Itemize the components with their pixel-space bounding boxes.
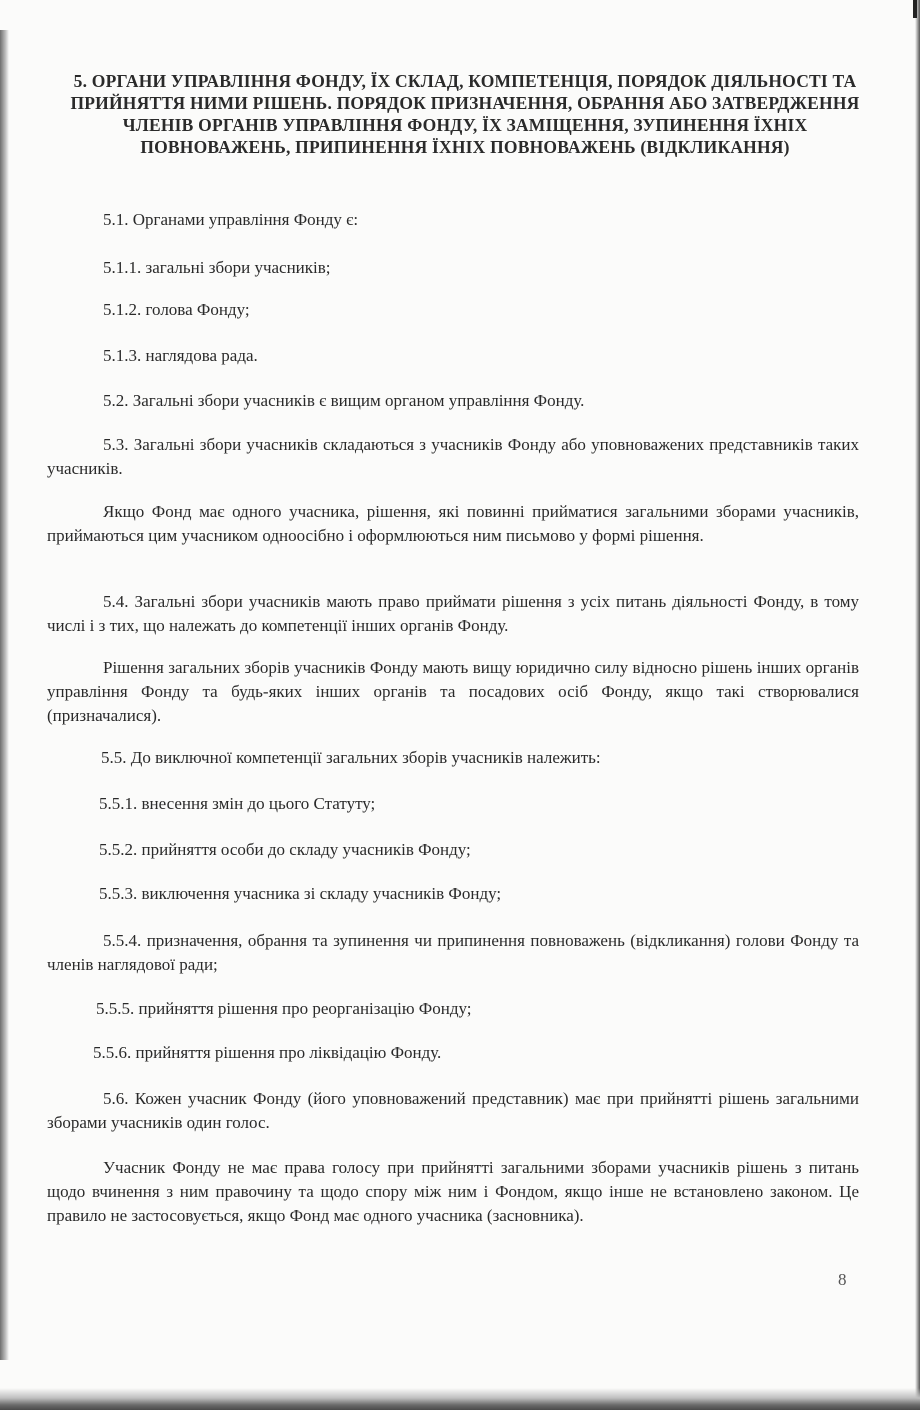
- paragraph-5-5-1: 5.5.1. внесення змін до цього Статуту;: [99, 794, 376, 813]
- paragraph-5-1-3: 5.1.3. наглядова рада.: [103, 346, 258, 365]
- scan-edge-bottom: [0, 1388, 920, 1410]
- paragraph-5-4: 5.4. Загальні збори учасників мають право приймати рішення з усіх питань діяльності Фонду, в тому числі і з тих, що належать до компетенції інших органів Фонду.: [47, 592, 859, 635]
- paragraph-5-5-3: 5.5.3. виключення учасника зі складу учасників Фонду;: [99, 884, 502, 903]
- section-heading: 5. ОРГАНИ УПРАВЛІННЯ ФОНДУ, ЇХ СКЛАД, КОМПЕТЕНЦІЯ, ПОРЯДОК ДІЯЛЬНОСТІ ТА ПРИЙНЯТТЯ НИМИ РІШЕНЬ. ПОРЯДОК ПРИЗНАЧЕННЯ, ОБРАННЯ АБО ЗАТВЕРДЖЕННЯ ЧЛЕНІВ ОРГАНІВ УПРАВЛІННЯ ФОНДУ, ЇХ ЗАМІЩЕННЯ, ЗУПИНЕННЯ ЇХНІХ ПОВНОВАЖЕНЬ, ПРИПИНЕННЯ ЇХНІХ ПОВНОВАЖЕНЬ (ВІДКЛИКАННЯ): [70, 71, 860, 157]
- paragraph-5-2: 5.2. Загальні збори учасників є вищим органом управління Фонду.: [103, 391, 585, 410]
- page-number: 8: [838, 1270, 847, 1289]
- paragraph-5-3-b: Якщо Фонд має одного учасника, рішення, які повинні прийматися загальними зборами учасників, приймаються цим учасником одноосібно і оформлюються ним письмово у формі рішення.: [47, 502, 859, 545]
- paragraph-5-6: 5.6. Кожен учасник Фонду (його уповноважений представник) має при прийнятті рішень загальними зборами учасників один голос.: [47, 1089, 859, 1132]
- paragraph-5-1-2: 5.1.2. голова Фонду;: [103, 300, 250, 319]
- scan-edge-left: [0, 30, 9, 1360]
- paragraph-5-5-4: 5.5.4. призначення, обрання та зупинення чи припинення повноважень (відкликання) голови Фонду та членів наглядової ради;: [47, 931, 859, 974]
- paragraph-5-4-b: Рішення загальних зборів учасників Фонду мають вищу юридично силу відносно рішень інших органів управління Фонду та будь-яких інших органів та посадових осіб Фонду, якщо такі створювалися (призначалися).: [47, 658, 859, 725]
- paragraph-5-5-2: 5.5.2. прийняття особи до складу учасників Фонду;: [99, 840, 471, 859]
- paragraph-5-3: 5.3. Загальні збори учасників складаються з учасників Фонду або уповноважених представників таких учасників.: [47, 435, 859, 478]
- paragraph-5-5-5: 5.5.5. прийняття рішення про реорганізацію Фонду;: [96, 999, 472, 1018]
- paragraph-5-1-1: 5.1.1. загальні збори учасників;: [103, 258, 331, 277]
- paragraph-5-6-b: Учасник Фонду не має права голосу при прийнятті загальними зборами учасників рішень з питань щодо вчинення з ним правочину та щодо спору між ним і Фондом, якщо інше не встановлено законом. Це правило не застосовується, якщо Фонд має одного учасника (засновника).: [47, 1158, 859, 1225]
- paragraph-5-5-6: 5.5.6. прийняття рішення про ліквідацію Фонду.: [93, 1043, 442, 1062]
- scan-edge-right: [915, 0, 920, 1410]
- scan-corner-mark: [913, 0, 917, 18]
- paragraph-5-1: 5.1. Органами управління Фонду є:: [103, 210, 359, 229]
- paragraph-5-5: 5.5. До виключної компетенції загальних зборів учасників належить:: [101, 748, 601, 767]
